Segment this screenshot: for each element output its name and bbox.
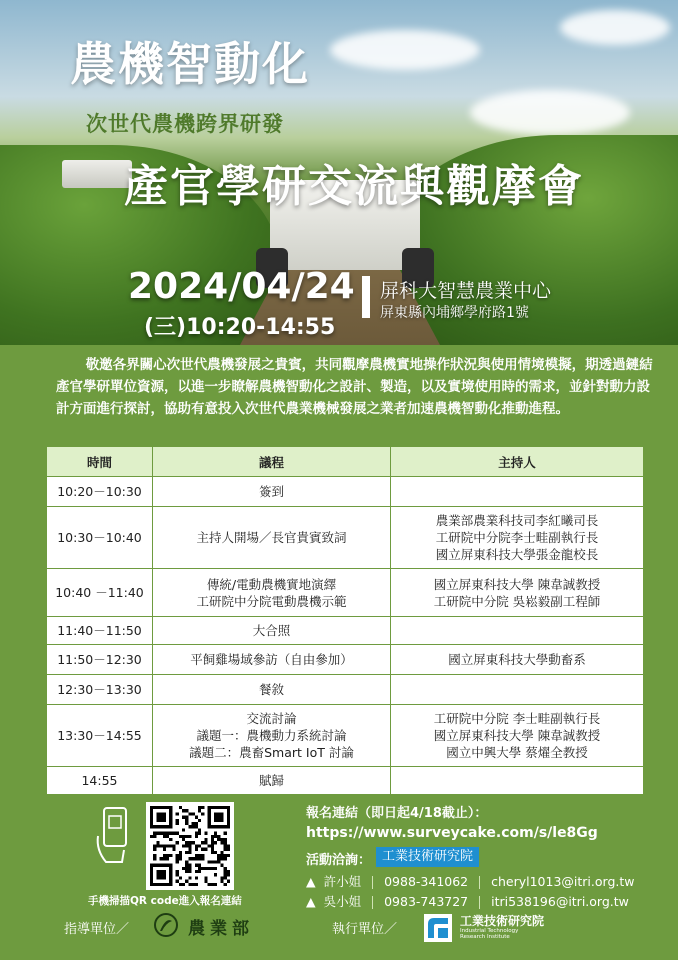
contact-email[interactable]: itri538196@itri.org.tw	[491, 894, 629, 909]
table-row	[47, 507, 644, 569]
divider	[372, 876, 373, 889]
program-line: 工研院中分院電動農機示範	[196, 593, 347, 609]
itri-name-en: Industrial Technology Research Institute	[460, 928, 519, 940]
cell-host	[391, 675, 644, 705]
guide-label: 指導單位／	[64, 922, 130, 937]
program-line: 議題一：農機動力系統討論	[196, 728, 347, 743]
divider-bar	[362, 276, 370, 318]
program-line: 大合照	[252, 623, 291, 638]
itri-name: 工業技術研究院	[460, 914, 545, 928]
header-host: 主持人	[391, 447, 644, 477]
exec-label: 執行單位／	[332, 922, 398, 937]
header-program: 議程	[153, 447, 391, 477]
cell-time: 10:30－10:40	[47, 507, 153, 569]
program-line: 議題二：農畜Smart IoT 討論	[189, 745, 354, 760]
registration-title: 報名連結（即日起4/18截止）：	[306, 806, 488, 821]
host-line: 工研院中分院李士畦副執行長	[435, 530, 599, 545]
program-line: 賦歸	[258, 773, 284, 788]
cell-time: 10:40 －11:40	[47, 569, 153, 617]
bullet-triangle-icon: ▲	[306, 894, 316, 909]
cell-time: 12:30－13:30	[47, 675, 153, 705]
phone-scan-icon	[94, 806, 134, 868]
program-line: 平飼雞場域參訪（自由參加）	[190, 652, 353, 667]
qr-code[interactable]	[146, 802, 234, 890]
cell-program	[153, 477, 391, 507]
main-title: 農機智動化	[70, 37, 310, 91]
contact-label: 活動洽詢：	[306, 853, 372, 868]
table-row	[47, 767, 644, 795]
table-header-row	[47, 447, 644, 477]
event-venue: 屏科大智慧農業中心	[380, 280, 552, 302]
host-line: 農業部農業科技司李紅曦司長	[435, 513, 599, 528]
cell-program	[153, 569, 391, 617]
cell-program	[153, 645, 391, 675]
cell-host	[391, 507, 644, 569]
event-date: 2024/04/24	[128, 266, 355, 307]
intro-paragraph: 敬邀各界關心次世代農機發展之貴賓，共同觀摩農機實地操作狀況與使用情境模擬，期透過鏈結產官學研單位資源，以進一步瞭解農機智動化之設計、製造，以及實境使用時的需求，並針對動力設計方面進行探討，協助有意投入次世代農業機械發展之業者加速農機智動化推動進程。	[56, 357, 653, 417]
host-line: 工研院中分院 吳崧毅副工程師	[433, 593, 601, 609]
program-line: 主持人開場／長官貴賓致詞	[196, 530, 347, 545]
contact-name: 許小姐	[323, 874, 362, 889]
cell-time: 10:20－10:30	[47, 477, 153, 507]
cell-time: 13:30－14:55	[47, 705, 153, 767]
cell-host	[391, 645, 644, 675]
cloud	[470, 90, 630, 135]
bullet-triangle-icon: ▲	[306, 874, 316, 889]
contact-org-badge: 工業技術研究院	[376, 847, 479, 867]
moa-logo-icon	[154, 913, 178, 937]
contact-email[interactable]: cheryl1013@itri.org.tw	[491, 874, 635, 889]
registration-link[interactable]: https://www.surveycake.com/s/le8Gg	[306, 825, 598, 841]
cell-time: 11:40－11:50	[47, 617, 153, 645]
cell-program	[153, 507, 391, 569]
cell-host	[391, 705, 644, 767]
cloud	[330, 30, 480, 70]
event-name: 產官學研交流與觀摩會	[124, 161, 584, 212]
cloud	[560, 10, 670, 45]
contact-phone[interactable]: 0983-743727	[384, 894, 469, 909]
cell-host	[391, 617, 644, 645]
cell-program	[153, 617, 391, 645]
farm-robot-distant	[62, 160, 132, 188]
cell-time: 11:50－12:30	[47, 645, 153, 675]
program-line: 交流討論	[246, 711, 297, 726]
contact-line	[306, 872, 634, 890]
table-row	[47, 569, 644, 617]
itri-logo-icon	[424, 914, 452, 942]
header-time: 時間	[47, 447, 153, 477]
event-address: 屏東縣內埔鄉學府路1號	[380, 305, 529, 321]
cell-program	[153, 705, 391, 767]
contact-name: 吳小姐	[323, 894, 362, 909]
divider	[372, 896, 373, 909]
moa-name: 農業部	[188, 919, 254, 939]
agenda-table	[46, 446, 644, 795]
cell-program	[153, 675, 391, 705]
divider	[479, 896, 480, 909]
qr-code-image	[150, 806, 230, 886]
host-line: 國立屏東科技大學張金龍校長	[435, 547, 599, 562]
cell-host	[391, 477, 644, 507]
cell-host	[391, 569, 644, 617]
table-row	[47, 705, 644, 767]
program-line: 簽到	[258, 484, 284, 499]
cell-program	[153, 767, 391, 795]
program-line: 餐敘	[258, 682, 284, 697]
cell-host	[391, 767, 644, 795]
event-time: (三)10:20-14:55	[144, 315, 336, 340]
divider	[479, 876, 480, 889]
table-row	[47, 675, 644, 705]
table-row	[47, 645, 644, 675]
qr-caption: 手機掃描QR code進入報名連結	[88, 895, 242, 907]
host-line: 工研院中分院 李士畦副執行長	[433, 711, 601, 726]
program-line: 傳統/電動農機實地演繹	[206, 576, 337, 592]
host-line: 國立屏東科技大學 陳韋誠教授	[433, 576, 601, 592]
host-line: 國立屏東科技大學 陳韋誠教授	[433, 728, 601, 743]
subtitle: 次世代農機跨界研發	[86, 112, 284, 136]
host-line: 國立中興大學 蔡燿全教授	[446, 745, 588, 760]
contact-line	[306, 892, 629, 910]
cell-time: 14:55	[47, 767, 153, 795]
table-row	[47, 477, 644, 507]
contact-phone[interactable]: 0988-341062	[384, 874, 469, 889]
hero-banner	[0, 0, 678, 345]
host-line: 國立屏東科技大學動畜系	[448, 652, 586, 667]
table-row	[47, 617, 644, 645]
